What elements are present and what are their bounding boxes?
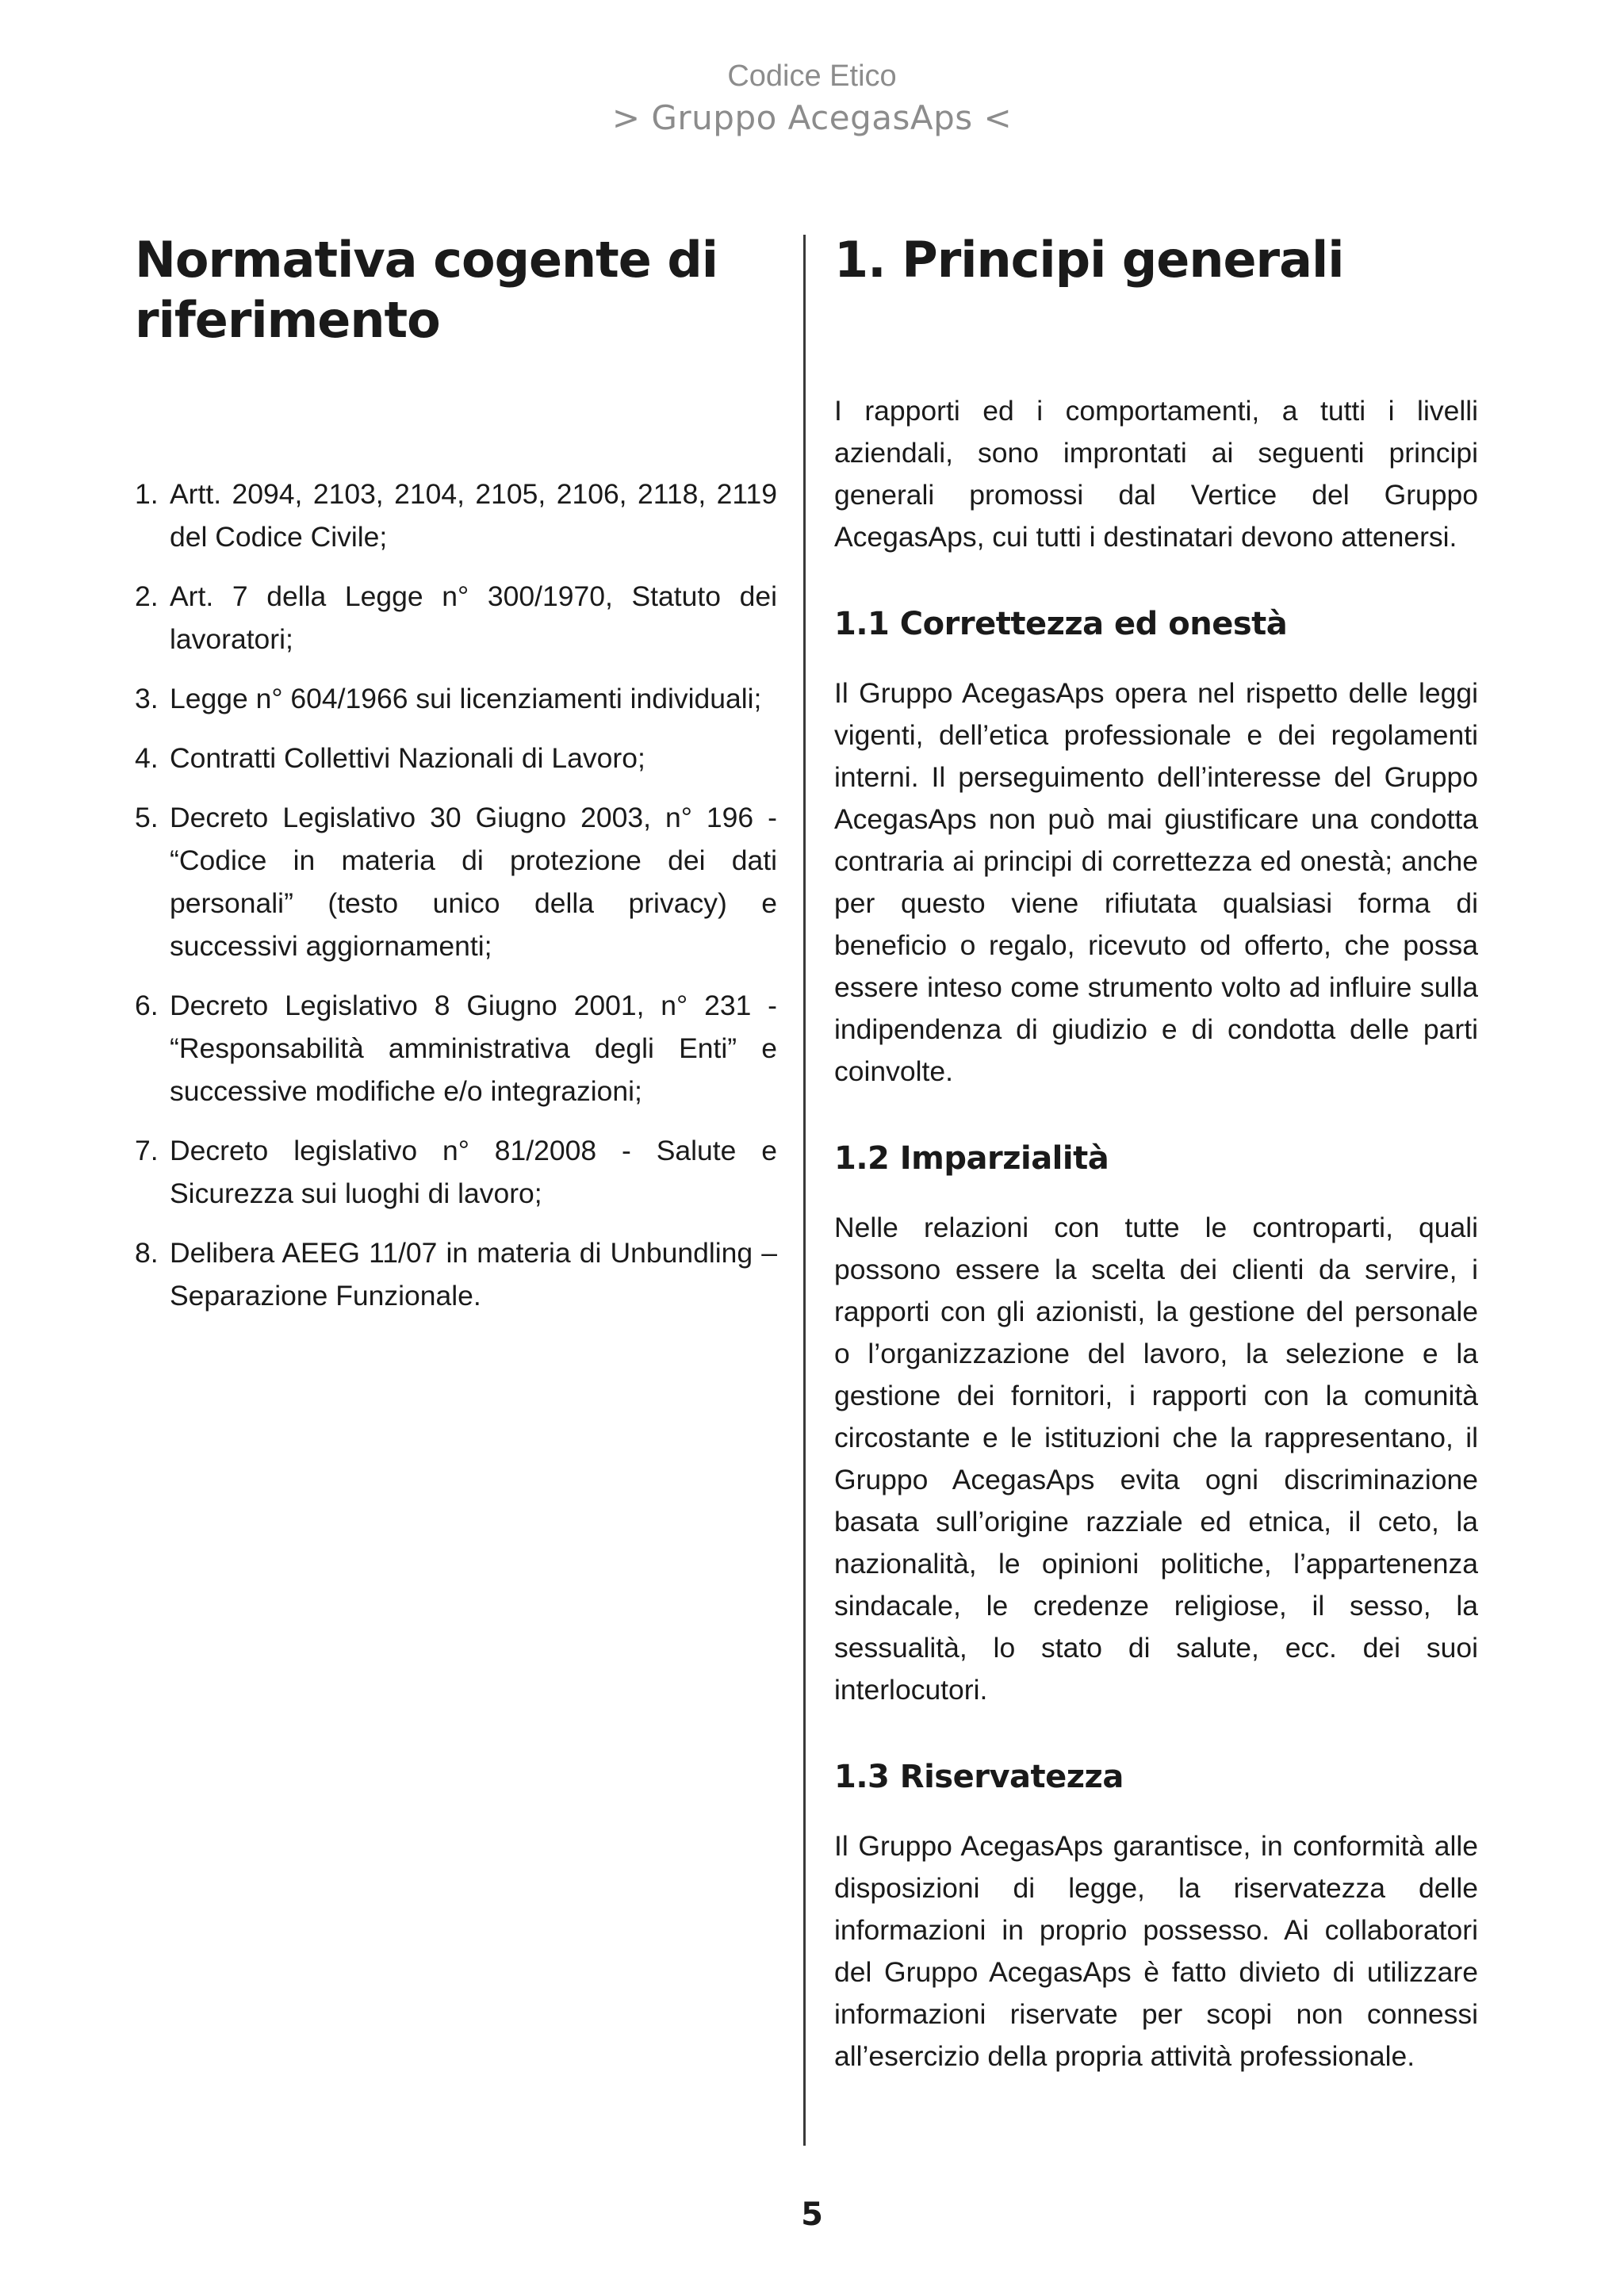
- list-item: [135, 737, 777, 779]
- list-item-number: 5.: [135, 802, 159, 833]
- section-heading: 1.3 Riservatezza: [834, 1759, 1124, 1795]
- list-item-number: 8.: [135, 1237, 159, 1269]
- list-item-number: 4.: [135, 742, 159, 774]
- normativa-title: Normativa cogente di riferimento: [135, 231, 718, 349]
- section-heading: 1.2 Imparzialità: [834, 1140, 1109, 1177]
- list-item-number: 3.: [135, 683, 159, 714]
- page-header: [0, 57, 1624, 141]
- list-item: [135, 1231, 777, 1317]
- group-name: > Gruppo AcegasAps <: [611, 98, 1013, 137]
- list-item: [135, 796, 777, 967]
- normativa-list: [135, 473, 777, 1317]
- list-item-text: Artt. 2094, 2103, 2104, 2105, 2106, 2118, 2119 del Codice Civile;: [170, 478, 777, 553]
- list-item: [135, 473, 777, 558]
- list-item: [135, 677, 777, 720]
- list-item: [135, 575, 777, 661]
- list-item-text: Decreto Legislativo 30 Giugno 2003, n° 196 - “Codice in materia di protezione dei dati personali” (testo unico della privacy) e successivi aggiornamenti;: [170, 802, 777, 962]
- section-imparzialita: [834, 1138, 1478, 1711]
- principi-intro: I rapporti ed i comportamenti, a tutti i livelli aziendali, sono improntati ai seguenti principi generali promossi dal Vertice del Gruppo AcegasAps, cui tutti i destinatari devono attenersi.: [834, 395, 1478, 553]
- section-heading: 1.1 Correttezza ed onestà: [834, 606, 1288, 642]
- page-number: 5: [801, 2196, 823, 2233]
- column-divider: [803, 235, 806, 2146]
- section-body: Nelle relazioni con tutte le controparti, quali possono essere la scelta dei clienti da servire, i rapporti con gli azionisti, la gestione del personale o l’organizzazione del lavoro, la selezione e la gestione dei fornitori, i rapporti con la comunità circostante e le istituzioni che la rappresentano, il Gruppo AcegasAps evita ogni discriminazione basata sull’origine razziale ed etnica, il ceto, la nazionalità, le opinioni politiche, l’appartenenza sindacale, le credenze religiose, il sesso, la sessualità, lo stato di salute, ecc. dei suoi interlocutori.: [834, 1212, 1478, 1706]
- right-column: [834, 230, 1478, 2077]
- list-item-text: Decreto Legislativo 8 Giugno 2001, n° 231 - “Responsabilità amministrativa degli Enti” e successive modifiche e/o integrazioni;: [170, 990, 777, 1107]
- list-item-number: 7.: [135, 1135, 159, 1166]
- list-item-number: 2.: [135, 580, 159, 612]
- list-item-number: 1.: [135, 478, 159, 510]
- list-item-number: 6.: [135, 990, 159, 1021]
- list-item-text: Decreto legislativo n° 81/2008 - Salute e Sicurezza sui luoghi di lavoro;: [170, 1135, 777, 1209]
- list-item: [135, 984, 777, 1112]
- left-column: [135, 230, 777, 1334]
- list-item-text: Delibera AEEG 11/07 in materia di Unbundling – Separazione Funzionale.: [170, 1237, 777, 1312]
- document-name: Codice Etico: [727, 59, 897, 93]
- section-body: Il Gruppo AcegasAps opera nel rispetto delle leggi vigenti, dell’etica professionale e dei regolamenti interni. Il perseguimento dell’interesse del Gruppo AcegasAps non può mai giustificare una condotta contraria ai principi di correttezza ed onestà; anche per questo viene rifiutata qualsiasi forma di beneficio o regalo, ricevuto od offerto, che possa essere inteso come strumento volto ad influire sulla indipendenza di giudizio e di condotta delle parti coinvolte.: [834, 677, 1478, 1087]
- section-body: Il Gruppo AcegasAps garantisce, in conformità alle disposizioni di legge, la riservatezza delle informazioni in proprio possesso. Ai collaboratori del Gruppo AcegasAps è fatto divieto di utilizzare informazioni riservate per scopi non connessi all’esercizio della propria attività professionale.: [834, 1830, 1478, 2072]
- principi-title: 1. Principi generali: [834, 231, 1344, 289]
- section-riservatezza: [834, 1756, 1478, 2077]
- list-item-text: Contratti Collettivi Nazionali di Lavoro;: [170, 742, 645, 774]
- section-correttezza: [834, 603, 1478, 1093]
- list-item: [135, 1129, 777, 1215]
- list-item-text: Legge n° 604/1966 sui licenziamenti individuali;: [170, 683, 762, 714]
- list-item-text: Art. 7 della Legge n° 300/1970, Statuto dei lavoratori;: [170, 580, 777, 655]
